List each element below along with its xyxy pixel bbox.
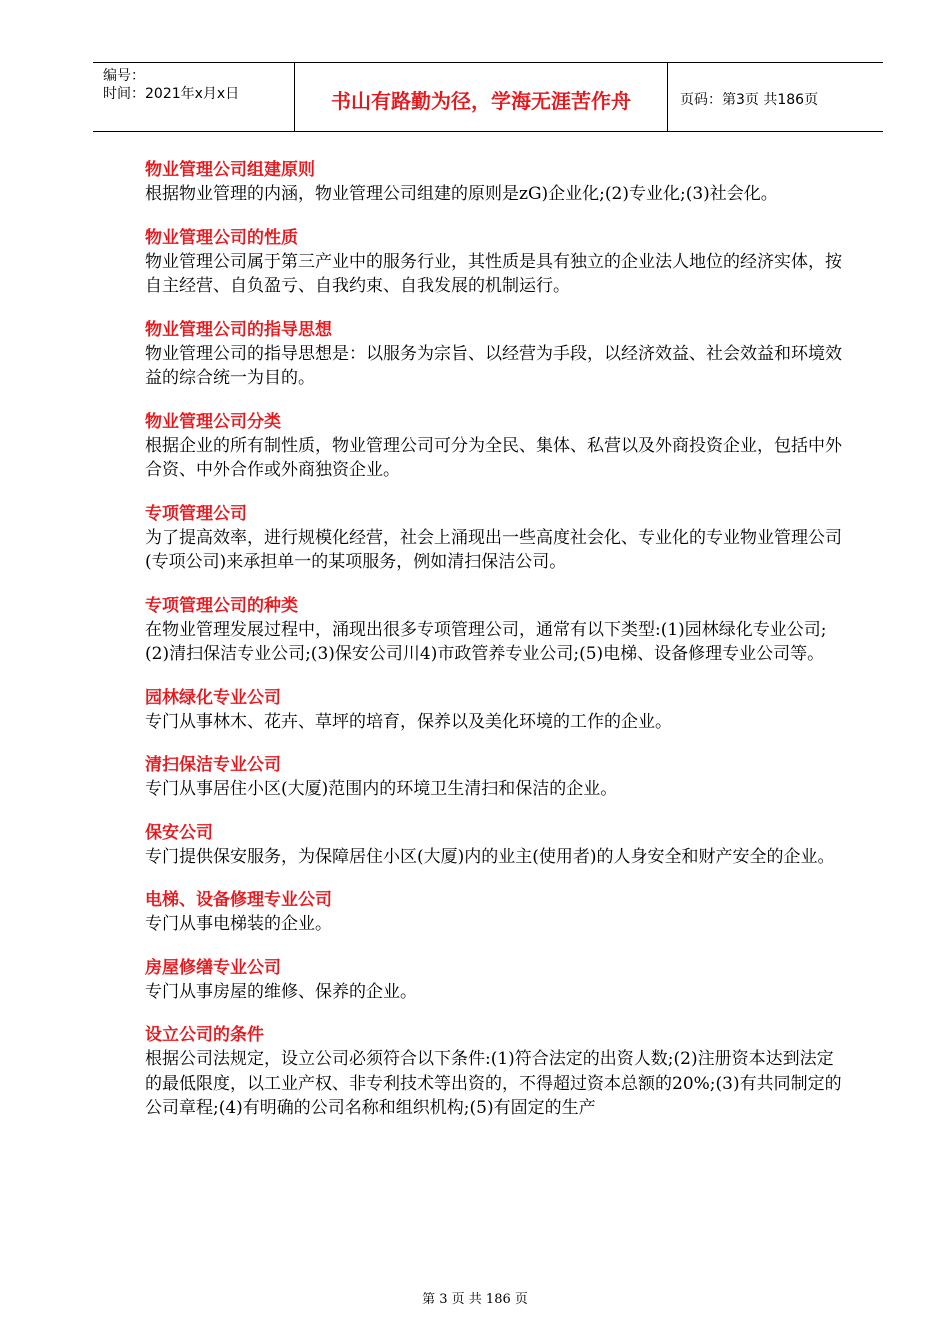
section (145, 821, 845, 870)
section-text: 物业管理公司属于第三产业中的服务行业，其性质是具有独立的企业法人地位的经济实体，按自主经营、自负盈亏、自我约束、自我发展的机制运行。 (145, 251, 842, 296)
section-heading: 房屋修缮专业公司 (145, 957, 281, 978)
section-heading: 设立公司的条件 (145, 1025, 264, 1045)
section-text: 专门提供保安服务，为保障居住小区(大厦)内的业主(使用者)的人身安全和财产安全的企业。 (145, 846, 835, 867)
section-text: 专门从事居住小区(大厦)范围内的环境卫生清扫和保洁的企业。 (145, 779, 618, 799)
section-text: 专门从事电梯装的企业。 (145, 914, 332, 934)
section (145, 594, 845, 667)
time-label: 时间：2021年x月x日 (103, 86, 240, 102)
section-heading: 物业管理公司的指导思想 (145, 319, 332, 340)
section-text: 根据企业的所有制性质，物业管理公司可分为全民、集体、私营以及外商投资企业，包括中外合资、中外合作或外商独资企业。 (145, 435, 842, 480)
section-heading: 物业管理公司的性质 (145, 227, 298, 248)
section-heading: 专项管理公司 (145, 503, 247, 524)
page-footer: 第 3 页 共 186 页 (422, 1292, 528, 1307)
section-heading: 专项管理公司的种类 (145, 595, 298, 616)
section (145, 502, 845, 575)
header-motto-cell (294, 63, 668, 131)
section-text: 在物业管理发展过程中，涌现出很多专项管理公司，通常有以下类型:(1)园林绿化专业公司;(2)清扫保洁专业公司;(3)保安公司川4)市政管养专业公司;(5)电梯、设备修理专业公司等。 (145, 619, 827, 664)
section-heading: 保安公司 (145, 822, 213, 843)
page-number-label: 页码：第3页 共186页 (680, 92, 819, 108)
section (145, 686, 845, 735)
section-heading: 园林绿化专业公司 (145, 687, 281, 708)
section-text: 专门从事林木、花卉、草坪的培育，保养以及美化环境的工作的企业。 (145, 711, 672, 732)
section-heading: 物业管理公司组建原则 (145, 160, 315, 180)
section (145, 1023, 845, 1121)
section-text: 根据物业管理的内涵，物业管理公司组建的原则是zG)企业化;(2)专业化;(3)社会化。 (145, 184, 778, 204)
section (145, 410, 845, 483)
motto: 书山有路勤为径，学海无涯苦作舟 (331, 89, 631, 113)
section-text: 专门从事房屋的维修、保养的企业。 (145, 981, 417, 1002)
page-header (93, 62, 883, 132)
section-text: 为了提高效率，进行规模化经营，社会上涌现出一些高度社会化、专业化的专业物业管理公司(专项公司)来承担单一的某项服务，例如清扫保洁公司。 (145, 527, 842, 572)
section-heading: 电梯、设备修理专业公司 (145, 890, 332, 910)
document-body (145, 158, 845, 1140)
section (145, 158, 845, 207)
section (145, 753, 845, 802)
header-page-cell (668, 63, 883, 131)
section-text: 物业管理公司的指导思想是：以服务为宗旨、以经营为手段，以经济效益、社会效益和环境效益的综合统一为目的。 (145, 343, 842, 388)
section-text: 根据公司法规定，设立公司必须符合以下条件:(1)符合法定的出资人数;(2)注册资本达到法定的最低限度，以工业产权、非专利技术等出资的，不得超过资本总额的20%;(3)有共同制定的公司章程;(4)有明确的公司名称和组织机构;(5)有固定的生产 (145, 1049, 842, 1118)
section-heading: 清扫保洁专业公司 (145, 755, 281, 775)
section (145, 888, 845, 937)
section (145, 956, 845, 1005)
header-meta-cell (93, 63, 293, 131)
section (145, 318, 845, 391)
section-heading: 物业管理公司分类 (145, 411, 281, 432)
number-label: 编号： (103, 68, 145, 84)
section (145, 226, 845, 299)
